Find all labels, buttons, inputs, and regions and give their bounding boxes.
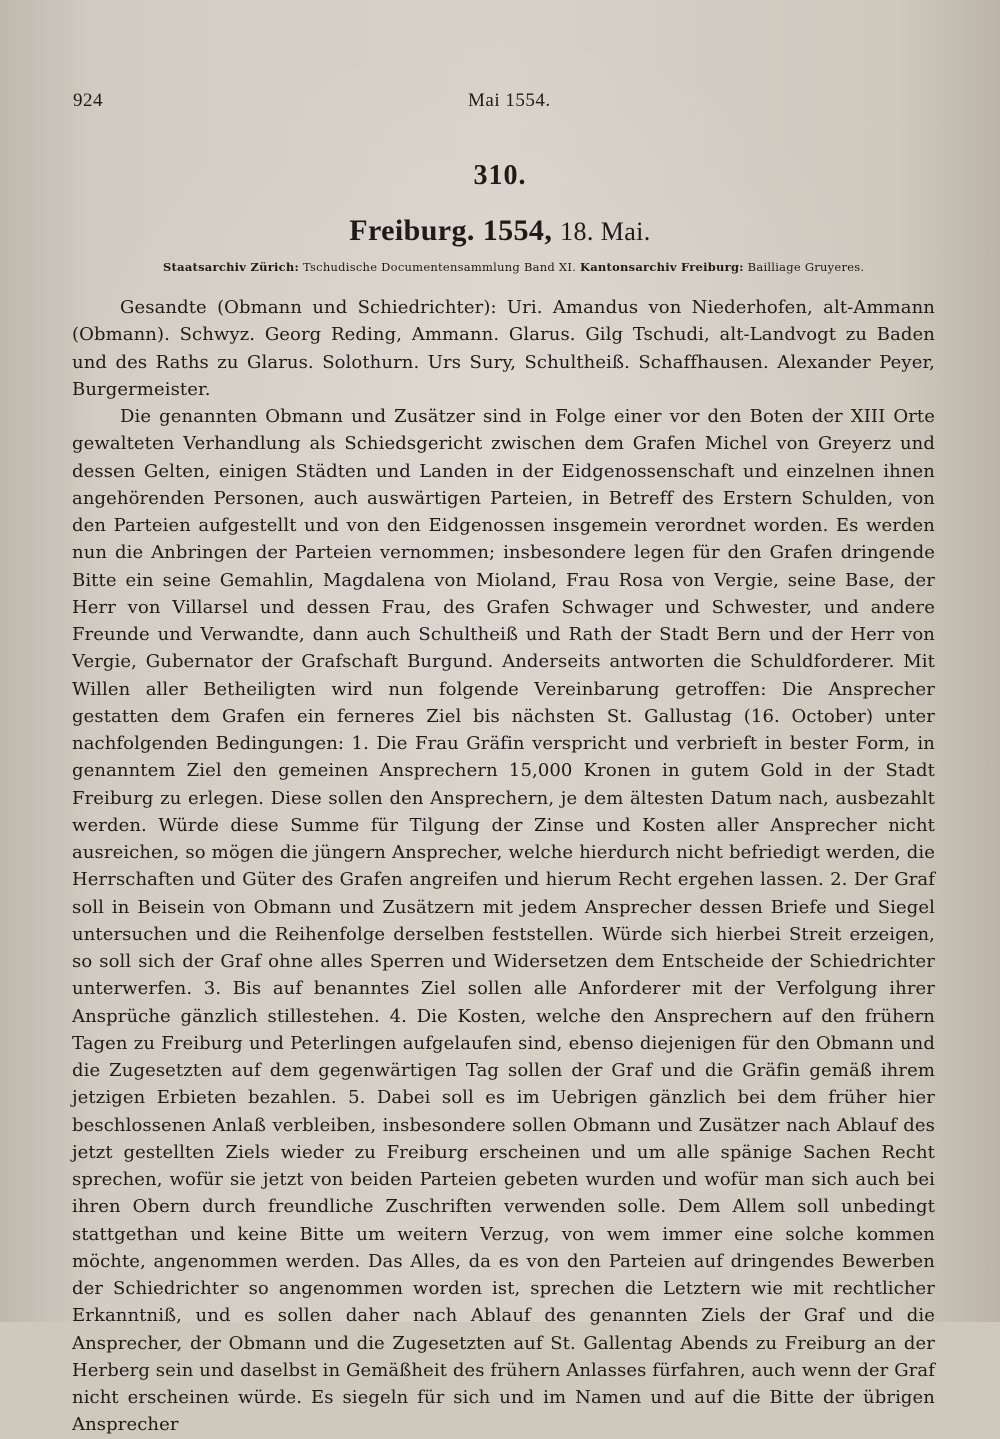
source-label-freiburg: Kantonsarchiv Freiburg: [579,260,744,274]
document-title [0,214,1000,248]
body-paragraph-delegates: Gesandte (Obmann und Schiedrichter): Uri. Amandus von Niederhofen, alt-Ammann (Obmann). Schwyz. Georg Reding, Ammann. Glarus. Gilg Tschudi, alt-Landvogt zu Baden und des Raths zu Glarus. Solothurn. Urs Sury, Schultheiß. Schaffhausen. Alexander Peyer, Burgermeister. [72,297,935,400]
source-text-zurich: Tschudische Documentensammlung Band XI. [302,260,577,274]
source-label-zurich: Staatsarchiv Zürich: [163,260,300,274]
document-number: 310. [473,160,527,191]
page-number: 924 [73,90,103,111]
title-date: 18. Mai. [560,217,651,246]
title-year: 1554, [482,214,553,247]
body-paragraph-main: Die genannten Obmann und Zusätzer sind in Folge einer vor den Boten der XIII Orte gewalteten Verhandlung als Schiedsgericht zwischen dem Grafen Michel von Greyerz und dessen Gelten, einigen Städten und Landen in der Eidgenossenschaft und einzelnen ihnen angehörenden Personen, auch auswärtigen Parteien, in Betreff des Erstern Schulden, von den Parteien aufgestellt und von den Eidgenossen insgemein verordnet worden. Es werden nun die Anbringen der Parteien vernommen; insbesondere legen für den Grafen dringende Bitte ein seine Gemahlin, Magdalena von Mioland, Frau Rosa von Vergie, seine Base, der Herr von Villarsel und dessen Frau, des Grafen Schwager und Schwester, und andere Freunde und Verwandte, dann auch Schultheiß und Rath der Stadt Bern und der Herr von Vergie, Gubernator der Grafschaft Burgund. Anderseits antworten die Schuldforderer. Mit Willen aller Betheiligten wird nun folgende Vereinbarung getroffen: Die Ansprecher gestatten dem Grafen ein ferneres Ziel bis nächsten St. Gallustag (16. October) unter nachfolgenden Bedingungen: 1. Die Frau Gräfin verspricht und verbrieft in bester Form, in genanntem Ziel den gemeinen Ansprechern 15,000 Kronen in gutem Gold in der Stadt Freiburg zu erlegen. Diese sollen den Ansprechern, je dem ältesten Datum nach, ausbezahlt werden. Würde diese Summe für Tilgung der Zinse und Kosten aller Ansprecher nicht ausreichen, so mögen die jüngern Ansprecher, welche hierdurch nicht befriedigt werden, die Herrschaften und Güter des Grafen angreifen und hierum Recht ergehen lassen. 2. Der Graf soll in Beisein von Obmann und Zusätzern mit jedem Ansprecher dessen Briefe und Siegel untersuchen und die Reihenfolge derselben feststellen. Würde sich hierbei Streit erzeigen, so soll sich der Graf ohne alles Sperren und Widersetzen dem Entscheide der Schiedrichter unterwerfen. 3. Bis auf benanntes Ziel sollen alle Anforderer mit der Verfolgung ihrer Ansprüche gänzlich stillestehen. 4. Die Kosten, welche den Ansprechern auf den frühern Tagen zu Freiburg und Peterlingen aufgelaufen sind, ebenso diejenigen für den Obmann und die Zugesetzten auf dem gegenwärtigen Tag sollen der Graf und die Gräfin gemäß ihrem jetzigen Erbieten bezahlen. 5. Dabei soll es im Uebrigen gänzlich bei dem früher hier beschlossenen Anlaß verbleiben, insbesondere sollen Obmann und Zusätzer nach Ablauf des jetzt gestellten Ziels wieder zu Freiburg erscheinen und um alle spänige Sachen Recht sprechen, wofür sie jetzt von beiden Parteien gebeten wurden und wofür man sich auch bei ihren Obern durch freundliche Zuschriften verwenden solle. Dem Allem soll unbedingt stattgethan und keine Bitte um weitern Verzug, von wem immer eine solche kommen möchte, angenommen werden. Das Alles, da es von den Parteien auf dringendes Bewerben der Schiedrichter so angenommen worden ist, sprechen die Letztern wie mit rechtlicher Erkanntniß, und es sollen daher nach Ablauf des genannten Ziels der Graf und die Ansprecher, der Obmann und die Zugesetzten auf St. Gallentag Abends zu Freiburg an der Herberg sein und daselbst in Gemäßheit des frühern Anlasses fürfahren, auch wenn der Graf nicht erscheinen würde. Es siegeln für sich und im Namen und auf die Bitte der übrigen Ansprecher [72,406,935,1436]
archive-sources [163,259,898,275]
document-body [72,294,935,1439]
title-place: Freiburg. [349,214,475,247]
running-head: Mai 1554. [468,90,551,111]
source-text-freiburg: Bailliage Gruyeres. [747,260,865,274]
page-header [73,90,927,118]
